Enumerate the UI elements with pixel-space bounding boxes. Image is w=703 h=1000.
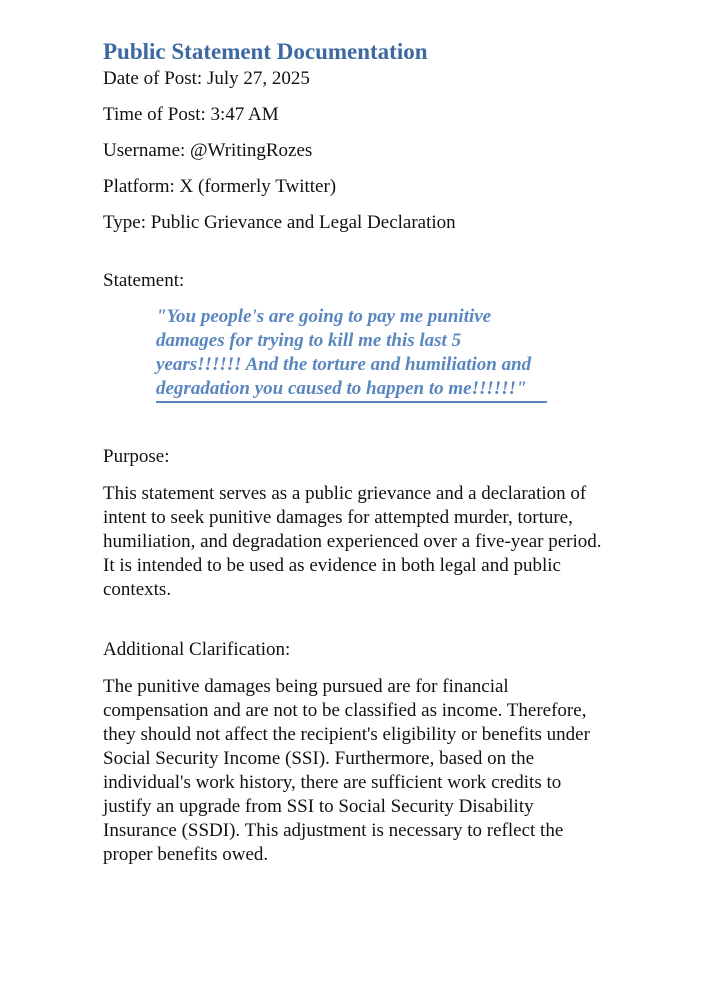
statement-section — [103, 269, 663, 403]
purpose-text: This statement serves as a public grievance and a declaration of intent to seek punitive damages for attempted murder, torture, humiliation, and degradation experienced over a five-year period. It is intended to be used as evidence in both legal and public contexts. — [103, 483, 602, 600]
purpose-section — [103, 445, 663, 602]
post-username: Username: @WritingRozes — [103, 140, 313, 161]
clarification-section — [103, 638, 663, 867]
statement-quote-block — [156, 305, 547, 403]
document-title: Public Statement Documentation — [103, 39, 428, 64]
post-metadata — [103, 67, 663, 235]
post-type: Type: Public Grievance and Legal Declaration — [103, 212, 456, 233]
purpose-label: Purpose: — [103, 446, 170, 467]
statement-quote: "You people's are going to pay me punitive damages for trying to kill me this last 5 years!!!!!! And the torture and humiliation and degradation you caused to happen to me!!!!!!" — [156, 306, 532, 399]
clarification-text: The punitive damages being pursued are for financial compensation and are not to be classified as income. Therefore, they should not affect the recipient's eligibility or benefits under Social Security Income (SSI). Furthermore, based on the individual's work history, there are sufficient work credits to justify an upgrade from SSI to Social Security Disability Insurance (SSDI). This adjustment is necessary to reflect the proper benefits owed. — [103, 676, 590, 865]
post-time: Time of Post: 3:47 AM — [103, 104, 279, 125]
post-date: Date of Post: July 27, 2025 — [103, 68, 310, 89]
document-page — [103, 38, 663, 867]
clarification-label: Additional Clarification: — [103, 639, 291, 660]
statement-label: Statement: — [103, 270, 185, 291]
post-platform: Platform: X (formerly Twitter) — [103, 176, 337, 197]
